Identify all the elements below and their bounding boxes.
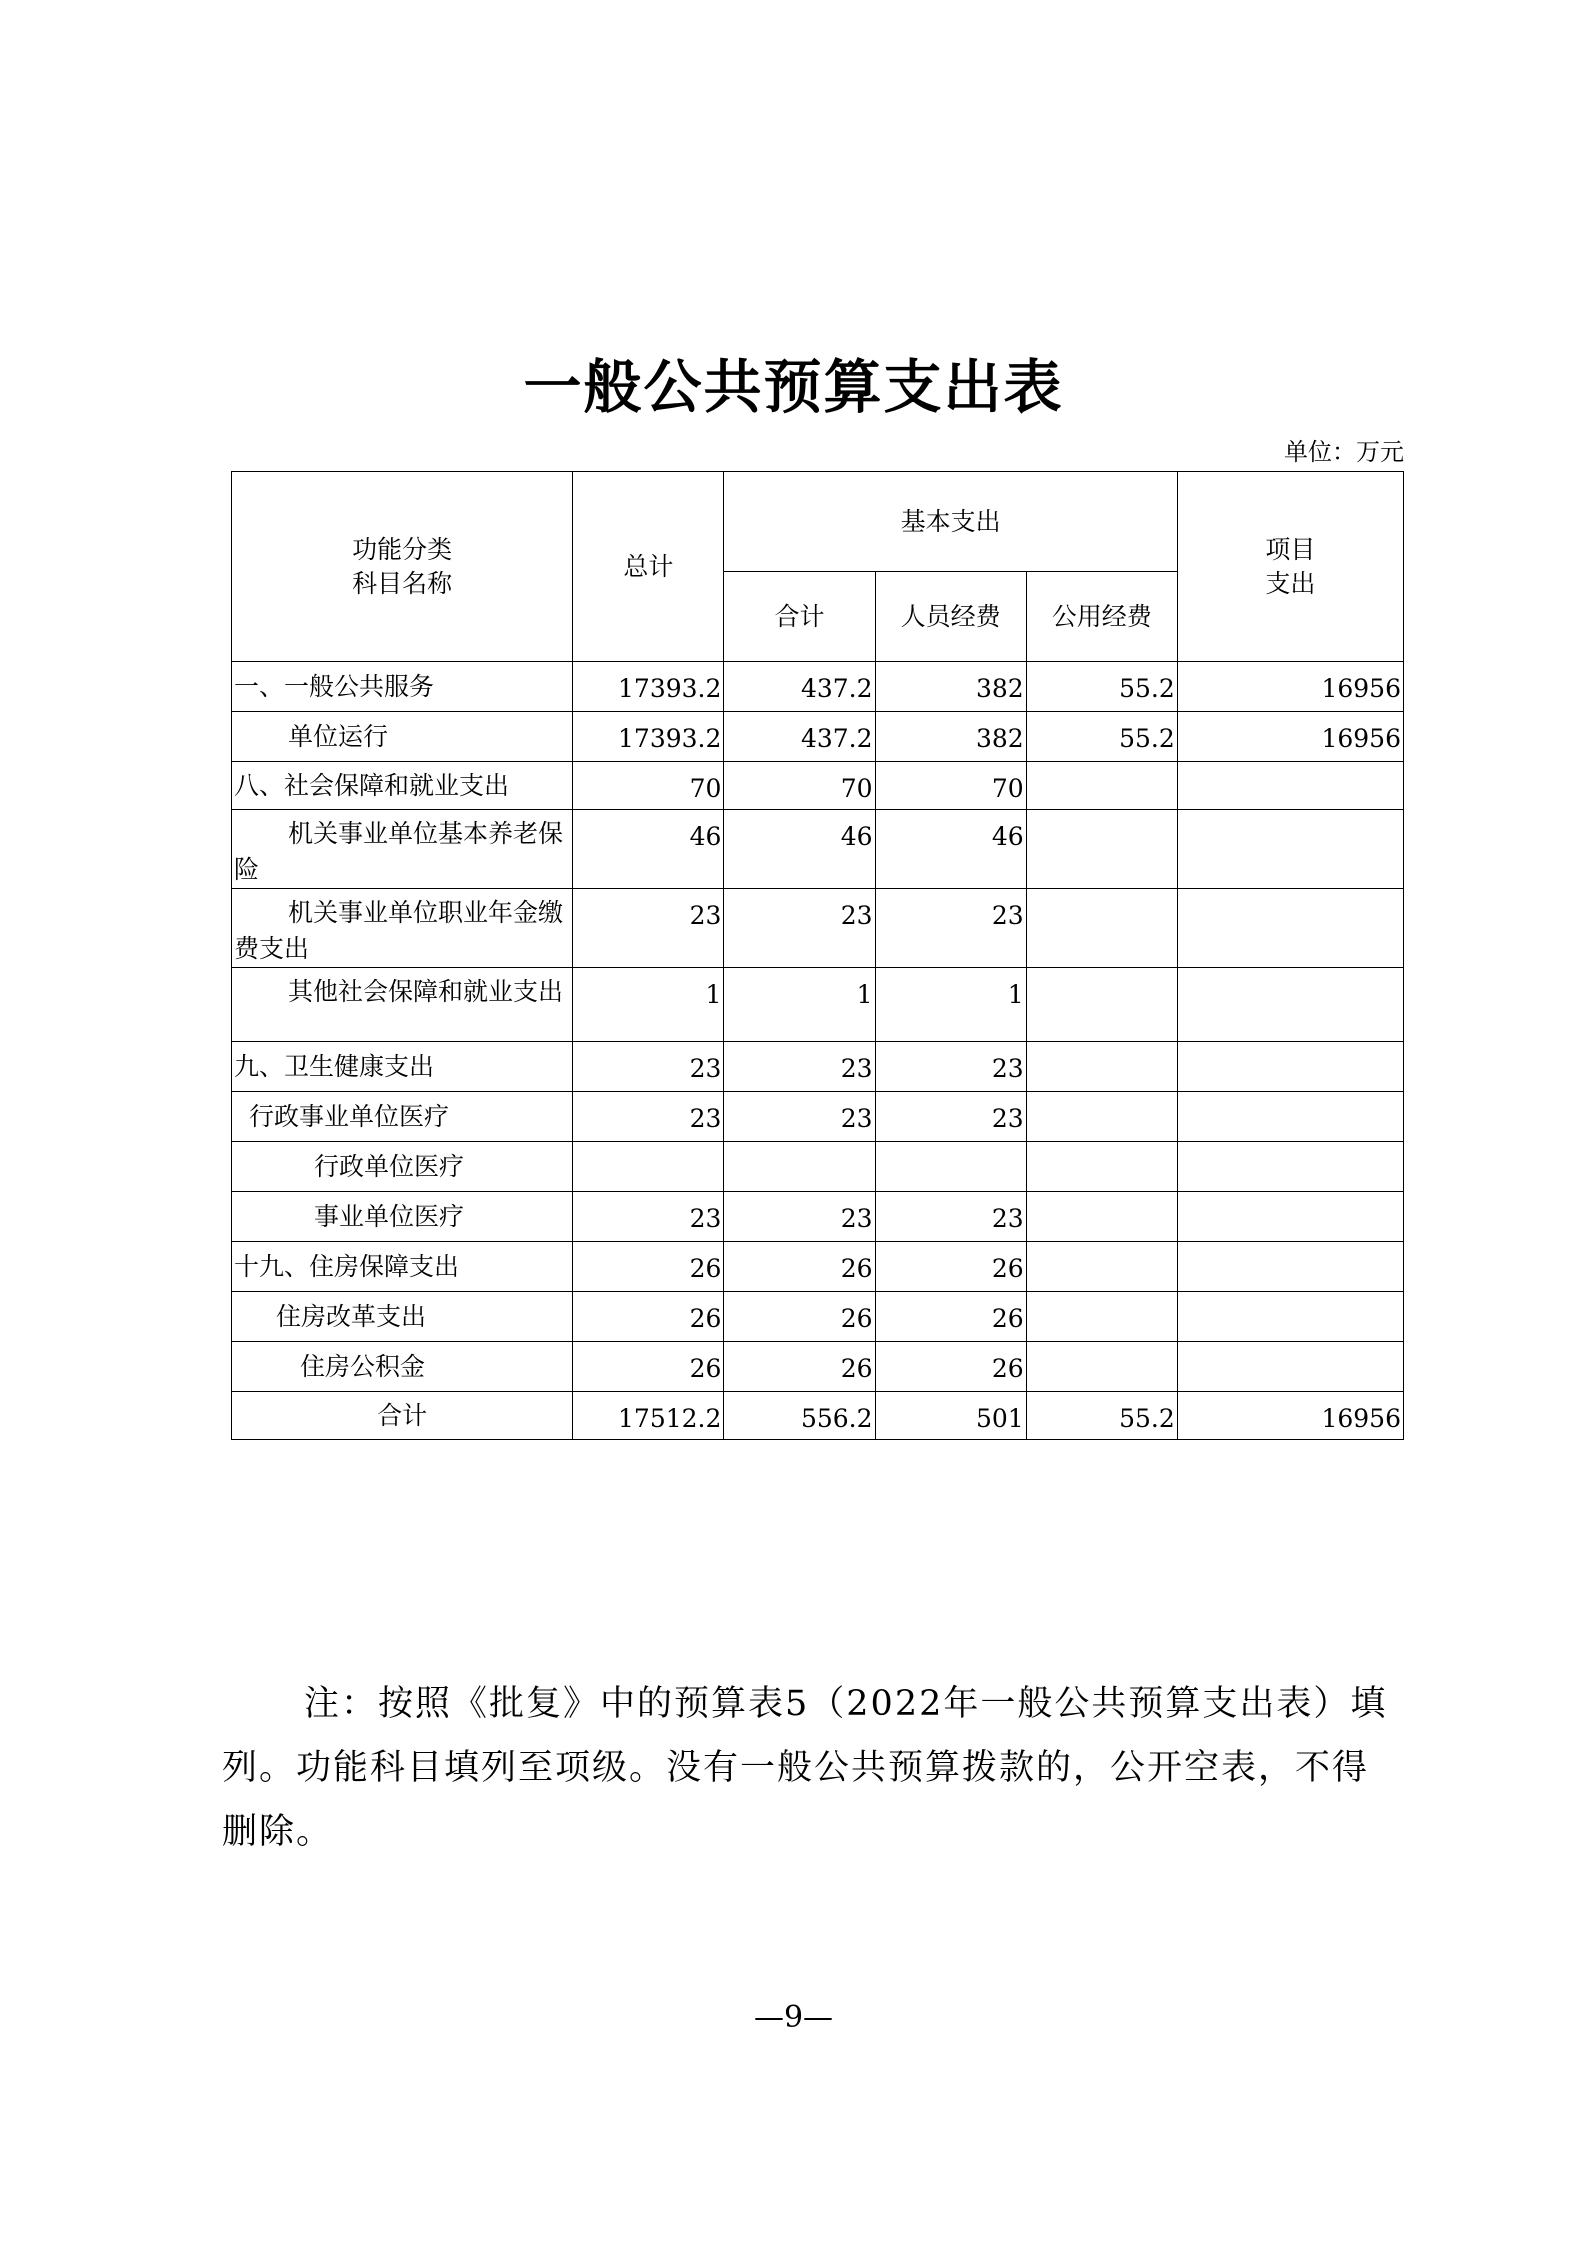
row-name: 其他社会保障和就业支出 xyxy=(232,968,573,1042)
cell-project xyxy=(1177,1292,1403,1342)
cell-public xyxy=(1026,810,1177,889)
cell-personnel: 26 xyxy=(875,1342,1026,1392)
budget-table xyxy=(231,471,1404,1440)
cell-project xyxy=(1177,1142,1403,1192)
footnote-lead: 注： xyxy=(304,1684,379,1724)
cell-personnel: 501 xyxy=(875,1392,1026,1440)
table-row xyxy=(232,1342,1404,1392)
cell-total: 17393.2 xyxy=(573,662,724,712)
cell-public xyxy=(1026,1092,1177,1142)
unit-label: 单位：万元 xyxy=(1284,438,1404,466)
cell-public xyxy=(1026,1292,1177,1342)
row-name: 行政单位医疗 xyxy=(232,1142,573,1192)
table-row xyxy=(232,712,1404,762)
cell-total: 70 xyxy=(573,762,724,810)
cell-subtotal: 1 xyxy=(724,968,875,1042)
cell-subtotal: 23 xyxy=(724,889,875,968)
cell-subtotal: 437.2 xyxy=(724,712,875,762)
cell-personnel: 1 xyxy=(875,968,1026,1042)
cell-total: 26 xyxy=(573,1242,724,1292)
table-row xyxy=(232,810,1404,889)
cell-project xyxy=(1177,810,1403,889)
table-row xyxy=(232,762,1404,810)
cell-subtotal: 70 xyxy=(724,762,875,810)
footnote xyxy=(222,1672,1402,1864)
header-subtotal: 合计 xyxy=(724,572,875,662)
cell-personnel xyxy=(875,1142,1026,1192)
cell-project xyxy=(1177,1342,1403,1392)
cell-public xyxy=(1026,1042,1177,1092)
cell-project xyxy=(1177,1092,1403,1142)
cell-project xyxy=(1177,1242,1403,1292)
header-total: 总计 xyxy=(573,472,724,662)
header-category: 功能分类 科目名称 xyxy=(232,472,573,662)
cell-subtotal: 26 xyxy=(724,1242,875,1292)
cell-project xyxy=(1177,968,1403,1042)
cell-personnel: 382 xyxy=(875,712,1026,762)
cell-personnel: 23 xyxy=(875,1042,1026,1092)
cell-public xyxy=(1026,1242,1177,1292)
page-title: 一般公共预算支出表 xyxy=(523,353,1064,421)
cell-total: 46 xyxy=(573,810,724,889)
cell-subtotal: 46 xyxy=(724,810,875,889)
cell-personnel: 23 xyxy=(875,1192,1026,1242)
footnote-text: 按照《批复》中的预算表5（2022年一般公共预算支出表）填列。功能科目填列至项级。没有一般公共预算拨款的，公开空表，不得删除。 xyxy=(222,1684,1388,1852)
table-row xyxy=(232,1192,1404,1242)
cell-total: 26 xyxy=(573,1292,724,1342)
cell-subtotal: 23 xyxy=(724,1192,875,1242)
cell-personnel: 23 xyxy=(875,889,1026,968)
row-name: 十九、住房保障支出 xyxy=(232,1242,573,1292)
table-row xyxy=(232,1242,1404,1292)
cell-public xyxy=(1026,1192,1177,1242)
cell-total: 23 xyxy=(573,1092,724,1142)
table-row xyxy=(232,1292,1404,1342)
cell-public xyxy=(1026,889,1177,968)
cell-total xyxy=(573,1142,724,1192)
row-name: 住房公积金 xyxy=(232,1342,573,1392)
row-name: 事业单位医疗 xyxy=(232,1192,573,1242)
total-row xyxy=(232,1392,1404,1440)
cell-public: 55.2 xyxy=(1026,712,1177,762)
cell-project xyxy=(1177,1042,1403,1092)
header-project: 项目 支出 xyxy=(1177,472,1403,662)
row-name: 行政事业单位医疗 xyxy=(232,1092,573,1142)
cell-public xyxy=(1026,1142,1177,1192)
cell-total: 23 xyxy=(573,889,724,968)
row-name: 机关事业单位基本养老保险 xyxy=(232,810,573,889)
cell-personnel: 26 xyxy=(875,1242,1026,1292)
cell-total: 26 xyxy=(573,1342,724,1392)
header-personnel: 人员经费 xyxy=(875,572,1026,662)
table-row xyxy=(232,1142,1404,1192)
cell-project: 16956 xyxy=(1177,712,1403,762)
cell-project xyxy=(1177,1192,1403,1242)
page-number: —9— xyxy=(753,2000,834,2035)
cell-public xyxy=(1026,1342,1177,1392)
cell-total: 1 xyxy=(573,968,724,1042)
cell-total: 23 xyxy=(573,1192,724,1242)
cell-project xyxy=(1177,889,1403,968)
cell-project xyxy=(1177,762,1403,810)
cell-personnel: 26 xyxy=(875,1292,1026,1342)
cell-public xyxy=(1026,968,1177,1042)
cell-total: 17512.2 xyxy=(573,1392,724,1440)
cell-subtotal: 23 xyxy=(724,1092,875,1142)
cell-total: 23 xyxy=(573,1042,724,1092)
cell-personnel: 46 xyxy=(875,810,1026,889)
cell-project: 16956 xyxy=(1177,662,1403,712)
cell-subtotal: 556.2 xyxy=(724,1392,875,1440)
cell-personnel: 382 xyxy=(875,662,1026,712)
table-row xyxy=(232,1042,1404,1092)
header-basic: 基本支出 xyxy=(724,472,1177,572)
cell-public: 55.2 xyxy=(1026,1392,1177,1440)
cell-project: 16956 xyxy=(1177,1392,1403,1440)
cell-subtotal: 26 xyxy=(724,1342,875,1392)
row-name: 住房改革支出 xyxy=(232,1292,573,1342)
cell-subtotal: 23 xyxy=(724,1042,875,1092)
row-name: 合计 xyxy=(232,1392,573,1440)
table-row xyxy=(232,1092,1404,1142)
cell-personnel: 23 xyxy=(875,1092,1026,1142)
row-name: 九、卫生健康支出 xyxy=(232,1042,573,1092)
row-name: 一、一般公共服务 xyxy=(232,662,573,712)
row-name: 机关事业单位职业年金缴费支出 xyxy=(232,889,573,968)
cell-public: 55.2 xyxy=(1026,662,1177,712)
row-name: 八、社会保障和就业支出 xyxy=(232,762,573,810)
cell-total: 17393.2 xyxy=(573,712,724,762)
cell-subtotal: 437.2 xyxy=(724,662,875,712)
table-row xyxy=(232,662,1404,712)
table-row xyxy=(232,889,1404,968)
header-public: 公用经费 xyxy=(1026,572,1177,662)
table-row xyxy=(232,968,1404,1042)
cell-personnel: 70 xyxy=(875,762,1026,810)
cell-subtotal: 26 xyxy=(724,1292,875,1342)
cell-public xyxy=(1026,762,1177,810)
cell-subtotal xyxy=(724,1142,875,1192)
row-name: 单位运行 xyxy=(232,712,573,762)
